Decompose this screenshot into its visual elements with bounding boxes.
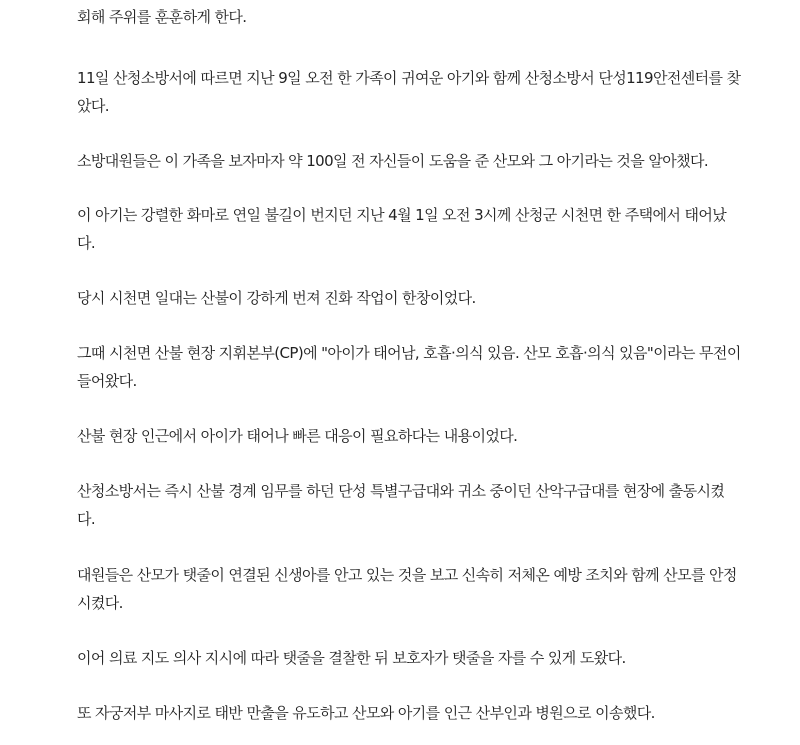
paragraph-9 [77, 561, 737, 617]
paragraph-line: 11일 산청소방서에 따르면 지난 9일 오전 한 가족이 귀여운 아기와 함께 산청소방서 단성119안전센터를 찾 [77, 69, 741, 87]
paragraph-line: 이 아기는 강렬한 화마로 연일 불길이 번지던 지난 4월 1일 오전 3시께 산청군 시천면 한 주택에서 태어났 [77, 206, 727, 224]
paragraph-line: 산불 현장 인근에서 아이가 태어나 빠른 대응이 필요하다는 내용이었다. [77, 427, 518, 445]
paragraph-line: 소방대원들은 이 가족을 보자마자 약 100일 전 자신들이 도움을 준 산모와 그 아기라는 것을 알아챘다. [77, 152, 709, 170]
paragraph-line: 대원들은 산모가 탯줄이 연결된 신생아를 안고 있는 것을 보고 신속히 저체온 예방 조치와 함께 산모를 안정 [77, 566, 737, 584]
paragraph-line: 또 자궁저부 마사지로 태반 만출을 유도하고 산모와 아기를 인근 산부인과 병원으로 이송했다. [77, 704, 655, 722]
paragraph-7 [77, 422, 727, 450]
paragraph-10 [77, 644, 727, 672]
paragraph-4 [77, 201, 727, 257]
paragraph-2 [77, 64, 741, 120]
paragraph-line: 다. [77, 510, 96, 528]
paragraph-1 [77, 3, 727, 31]
paragraph-line: 들어왔다. [77, 372, 137, 390]
paragraph-5 [77, 284, 727, 312]
paragraph-line: 았다. [77, 97, 109, 115]
paragraph-line: 산청소방서는 즉시 산불 경계 임무를 하던 단성 특별구급대와 귀소 중이던 산악구급대를 현장에 출동시켰 [77, 482, 725, 500]
paragraph-line: 이어 의료 지도 의사 지시에 따라 탯줄을 결찰한 뒤 보호자가 탯줄을 자를 수 있게 도왔다. [77, 649, 626, 667]
paragraph-line: 다. [77, 234, 96, 252]
paragraph-line: 시켰다. [77, 594, 123, 612]
paragraph-line: 당시 시천면 일대는 산불이 강하게 번져 진화 작업이 한창이었다. [77, 289, 476, 307]
paragraph-8 [77, 477, 727, 533]
paragraph-6 [77, 339, 741, 395]
paragraph-line: 회해 주위를 훈훈하게 한다. [77, 8, 247, 26]
paragraph-11 [77, 699, 727, 727]
paragraph-line: 그때 시천면 산불 현장 지휘본부(CP)에 "아이가 태어남, 호흡·의식 있음. 산모 호흡·의식 있음"이라는 무전이 [77, 344, 741, 362]
paragraph-3 [77, 147, 727, 175]
